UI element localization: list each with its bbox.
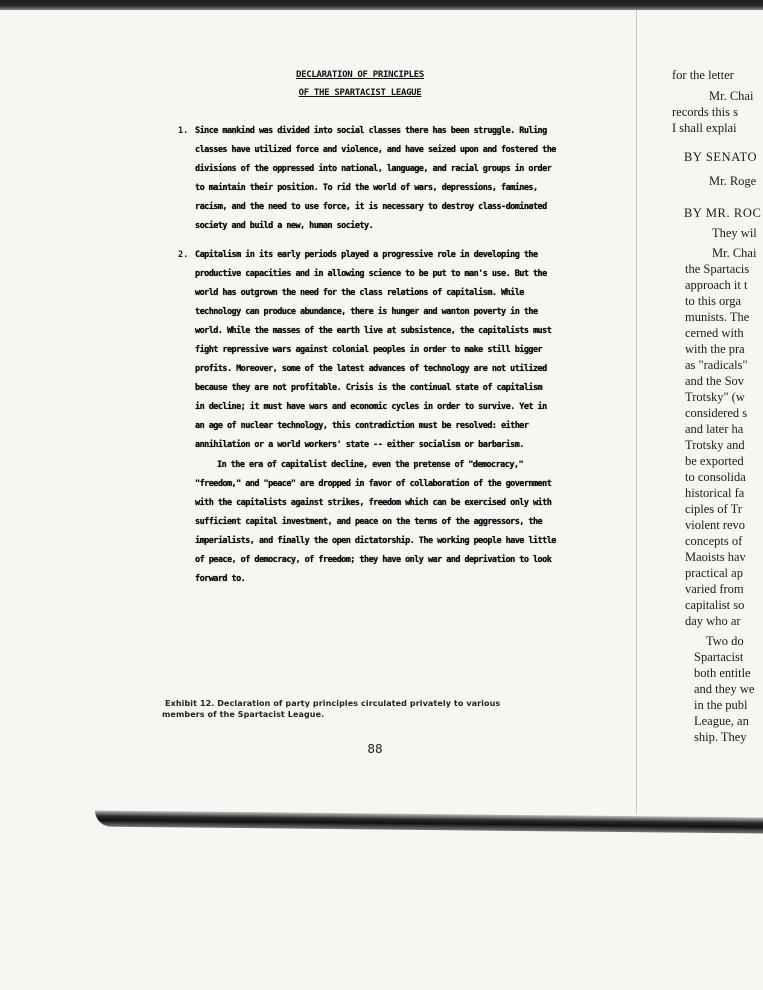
right-text-line: Maoists hav [685,550,746,564]
paragraph-2-line: world has outgrown the need for the class relations of capitalism. While [195,288,524,298]
right-text-line: League, an [694,714,749,728]
paragraph-3-line: In the era of capitalist decline, even the pretense of "democracy," [217,460,524,470]
right-text-line: I shall explai [672,121,737,135]
paragraph-3-line: imperialists, and finally the open dictatorship. The working people have little [195,536,556,546]
right-text-line: records this s [672,105,738,119]
right-text-line: They wil [712,226,757,240]
right-page [672,10,763,814]
paragraph-2-line: fight repressive wars against colonial peoples in order to make still bigger [195,345,543,355]
paragraph-1-line: to maintain their position. To rid the world of wars, depressions, famines, [195,183,538,193]
paragraph-2-line: because they are not profitable. Crisis is the continual state of capitalism [195,383,543,393]
declaration-subtitle: OF THE SPARTACIST LEAGUE [298,88,422,98]
right-text-line: cerned with [685,326,744,340]
paragraph-2-line: Capitalism in its early periods played a progressive role in developing the [195,250,538,260]
paragraph-2-line: profits. Moreover, some of the latest advances of technology are not utilized [195,364,547,374]
right-text-line: capitalist so [685,598,745,612]
paragraph-2-line: technology can produce abundance, there is hunger and wanton poverty in the [195,307,538,317]
right-text-line: the Spartacis [685,262,750,276]
right-text-line: be exported [685,454,744,468]
right-text-line: Spartacist [694,650,744,664]
right-text-line: approach it t [685,278,748,292]
right-text-line: day who ar [685,614,741,628]
right-text-line: Two do [706,634,744,648]
paragraph-1-line: classes have utilized force and violence, and have seized upon and fostered the [195,145,556,155]
page-gutter [636,10,637,814]
declaration-title: DECLARATION OF PRINCIPLES [296,70,424,80]
scan-top-edge [0,0,763,10]
paragraph-3-line: of peace, of democracy, of freedom; they have only war and deprivation to look [195,555,552,565]
section-heading: BY SENATO [684,150,758,164]
right-text-line: and later ha [685,422,744,436]
right-text-line: in the publ [694,698,748,712]
paragraph-1-line: society and build a new, human society. [195,221,374,231]
right-text-line: to consolida [685,470,746,484]
exhibit-caption [162,698,585,720]
right-text-line: varied from [685,582,744,596]
caption-line: members of the Spartacist League. [162,710,325,719]
paragraph-2-line: an age of nuclear technology, this contradiction must be resolved: either [195,421,529,431]
right-text-line: for the letter [672,68,734,82]
paragraph-3-line: sufficient capital investment, and peace on the terms of the aggressors, the [195,517,543,527]
right-text-line: Mr. Chai [709,89,754,103]
right-text-line: considered s [685,406,748,420]
right-text-line: and they we [694,682,755,696]
paragraph-1-line: Since mankind was divided into social classes there has been struggle. Ruling [195,126,547,136]
right-text-line: ship. They [694,730,747,744]
paragraph-1-number: 1. [178,126,189,136]
paragraph-2-line: productive capacities and in allowing science to be put to man's use. But the [195,269,547,279]
paragraph-1-line: racism, and the need to use force, it is necessary to destroy class-dominated [195,202,547,212]
right-text-line: concepts of [685,534,743,548]
right-text-line: munists. The [685,310,750,324]
page-number: 88 [367,742,383,756]
paragraph-3-line: with the capitalists against strikes, freedom which can be exercised only with [195,498,552,508]
paragraph-3-line: forward to. [195,574,246,584]
right-text-line: both entitle [694,666,751,680]
right-text-line: Mr. Roge [709,174,757,188]
scan-bottom-edge [95,811,763,834]
right-text-line: as "radicals" [685,358,748,372]
paragraph-2-line: annihilation or a world workers' state -- either socialism or barbarism. [195,440,524,450]
right-text-line: and the Sov [685,374,745,388]
right-text-line: with the pra [685,342,745,356]
right-text-line: practical ap [685,566,743,580]
caption-line: Exhibit 12. Declaration of party principles circulated privately to various [165,699,501,708]
paragraph-2-line: world. While the masses of the earth live at subsistence, the capitalists must [195,326,552,336]
right-text-line: historical fa [685,486,745,500]
right-text-line: violent revo [685,518,746,532]
paragraph-2-number: 2. [178,250,189,260]
paragraph-3-line: "freedom," and "peace" are dropped in favor of collaboration of the government [195,479,552,489]
section-heading: BY MR. ROC [684,206,762,220]
right-text-line: to this orga [685,294,742,308]
right-text-line: Trotsky and [685,438,745,452]
right-text-line: Mr. Chai [712,246,757,260]
right-text-line: ciples of Tr [685,502,742,516]
paragraph-2-line: in decline; it must have wars and economic cycles in order to survive. Yet in [195,402,547,412]
paragraph-1-line: divisions of the oppressed into national, language, and racial groups in order [195,164,552,174]
right-text-line: Trotsky" (w [685,390,745,404]
